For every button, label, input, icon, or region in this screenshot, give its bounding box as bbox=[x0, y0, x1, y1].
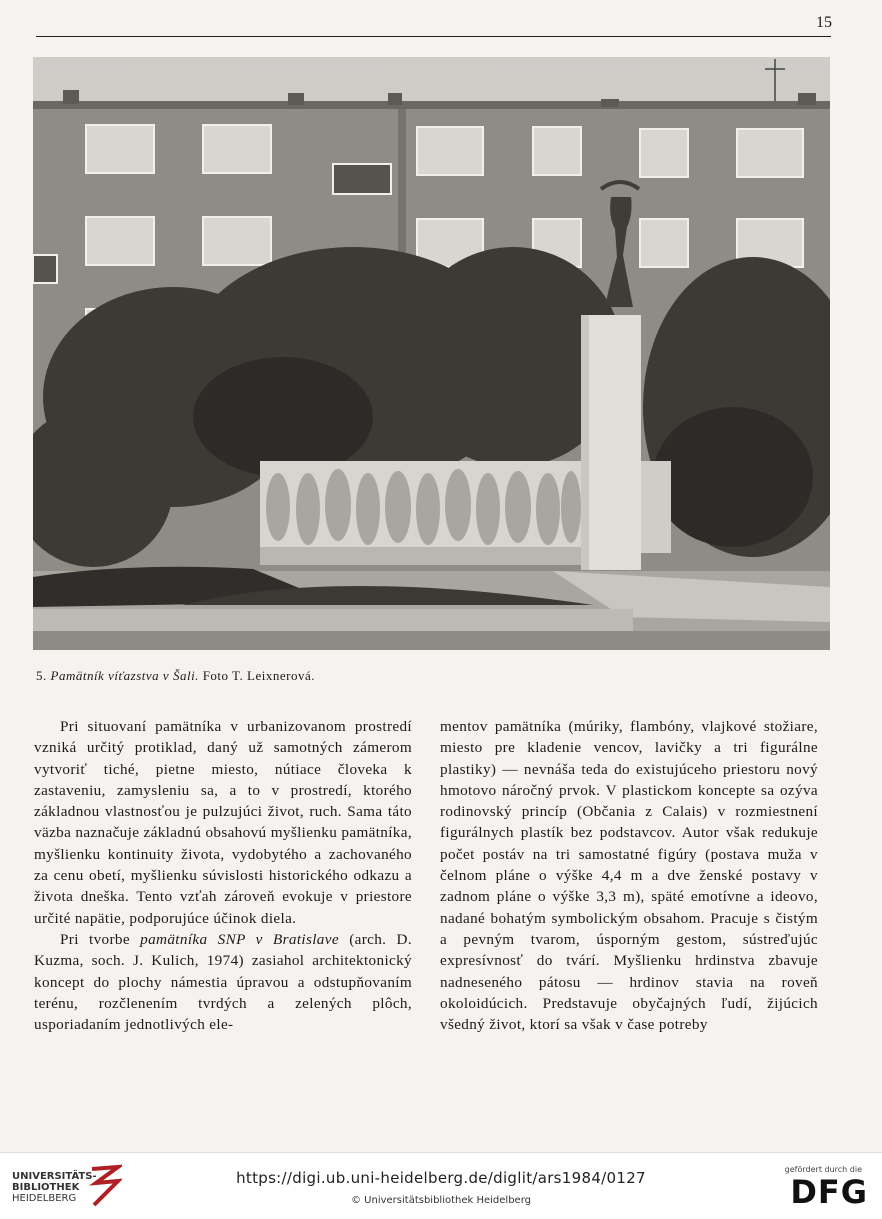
paragraph: mentov pamätníka (múriky, flambóny, vlajkové stožiare, miesto pre kladenie vencov, lavičky a tri figurálne plastiky) — nevnáša teda do existujúceho priestoru nový hmotovo náročný prvok. V plastickom koncepte sa ozýva rodinovský princíp (Občania z Calais) v rozmiestnení figurálnych plastík bez podstavcov. Autor však redukuje počet postáv na tri samostatné figúry (postava muža v čelnom pláne o výške 4,4 m a dve ženské postavy v zadnom pláne o výške 3,3 m), späté emotívne a ideovo, nadané bohatým symbolickým obsahom. Pracuje s čistým a pevným tvarom, úsporným gestom, sústreďujúc expresívnosť do tvárí. Myšlienku hrdinstva zbavuje nadneseného pátosu — hrdinov stavia na roveň okoloidúcich. Predstavuje obyčajných ľudí, žijúcich všedný život, ktorí sa však v čase potreby bbox=[440, 718, 818, 1034]
permalink-url[interactable]: https://digi.ub.uni-heidelberg.de/diglit/ars1984/0127 bbox=[236, 1169, 646, 1187]
text-column-left bbox=[34, 716, 412, 1035]
library-name-line: HEIDELBERG bbox=[12, 1193, 77, 1204]
monument-photo-illustration bbox=[33, 57, 830, 650]
caption-credit: Foto T. Leixnerová. bbox=[202, 668, 315, 683]
page-number: 15 bbox=[816, 14, 832, 31]
copyright-notice: © Universitätsbibliothek Heidelberg bbox=[350, 1195, 531, 1206]
figure-photo bbox=[33, 57, 830, 650]
monument-name: pamätníka SNP v Bratislave bbox=[140, 930, 339, 948]
footer-bar bbox=[0, 1152, 882, 1219]
paragraph: Pri situovaní pamätníka v urbanizovanom prostredí vzniká určitý protiklad, daný už samotných zámerom vytvoriť tiché, pietne miesto, nútiace človeka k zastaveniu, zamysleniu sa, a to v prostredí, ktorého základnou vlastnosťou je pulzujúci život, ruch. Sama táto väzba naznačuje základnú obsahovú myšlienku pamätníka, myšlienku kontinuity života, vydobytého a zachovaného za cenu obetí, myšlienku súvislosti historického odkazu a života dneška. Tento vzťah zároveň evokuje v priestore určité napätie, podporujúce účinok diela. bbox=[34, 718, 412, 927]
library-name-line: BIBLIOTHEK bbox=[12, 1182, 80, 1193]
paragraph-text: Pri tvorbe bbox=[60, 930, 141, 948]
caption-number: 5. bbox=[36, 668, 47, 683]
header-rule bbox=[36, 36, 831, 37]
paragraph bbox=[34, 929, 412, 1035]
dfg-logo[interactable]: DFG bbox=[790, 1173, 868, 1211]
caption-title: Pamätník víťazstva v Šali. bbox=[50, 668, 199, 683]
paragraph-text: (arch. D. Kuzma, soch. J. Kulich, 1974) zasiahol architektonický koncept do plochy námestia úpravou a odstupňovaním terénu, rozčlenením tvrdých a zelených plôch, usporiadaním jednotlivých ele- bbox=[34, 930, 412, 1034]
library-name-line: UNIVERSITÄTS- bbox=[12, 1171, 97, 1182]
figure-caption bbox=[36, 668, 315, 684]
text-column-right bbox=[440, 716, 818, 1035]
funder-label: gefördert durch die bbox=[784, 1165, 862, 1174]
